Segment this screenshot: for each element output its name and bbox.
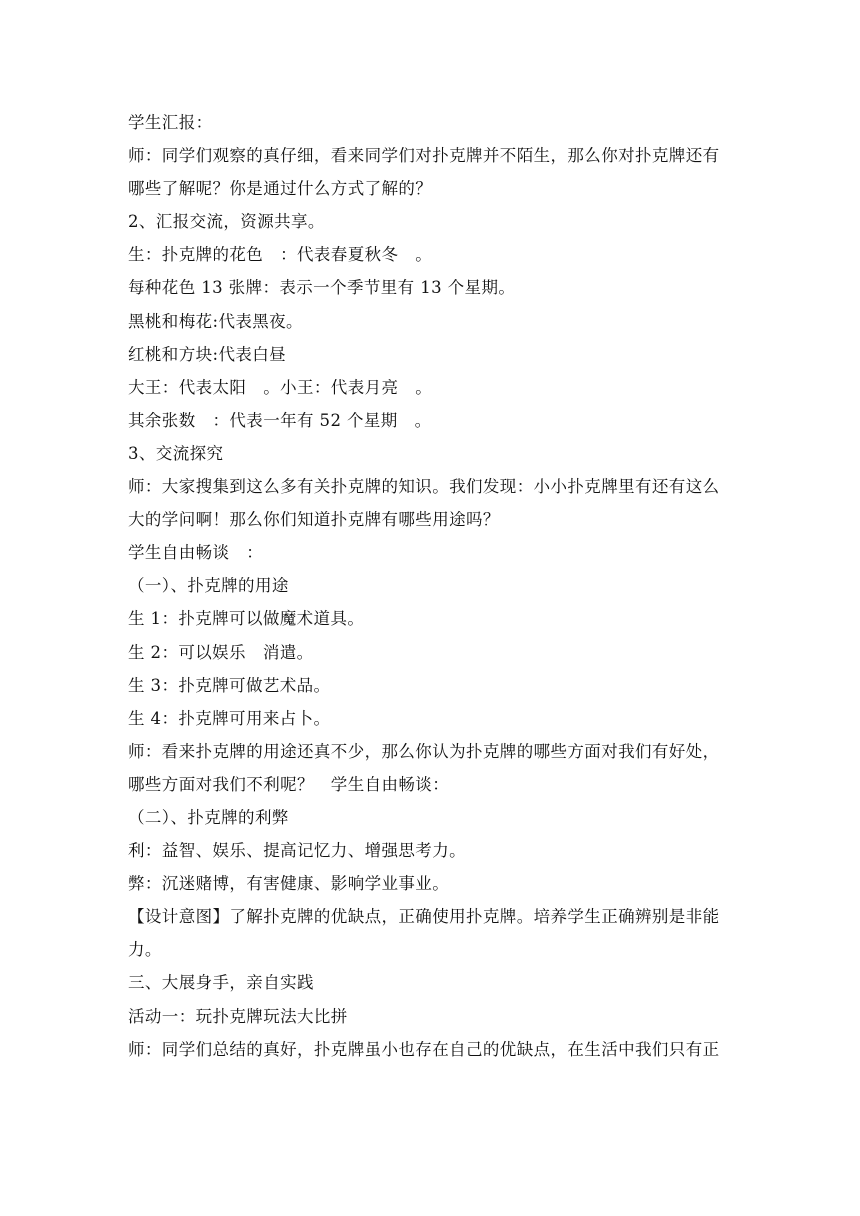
- paragraph-line: 师：大家搜集到这么多有关扑克牌的知识。我们发现：小小扑克牌里有还有这么: [128, 477, 720, 497]
- paragraph-line: 其余张数 ：代表一年有 52 个星期 。: [128, 410, 432, 430]
- paragraph-line: 生 3：扑克牌可做艺术品。: [128, 675, 331, 695]
- section-heading: 2、汇报交流，资源共享。: [128, 212, 325, 232]
- document-body: [128, 106, 734, 1066]
- paragraph-line: 大的学问啊！那么你们知道扑克牌有哪些用途吗？: [128, 510, 500, 530]
- paragraph-line: 师：同学们观察的真仔细，看来同学们对扑克牌并不陌生，那么你对扑克牌还有: [128, 146, 720, 166]
- paragraph-line: 大王：代表太阳 。小王：代表月亮 。: [128, 377, 433, 397]
- paragraph-line: 生 1：扑克牌可以做魔术道具。: [128, 609, 365, 629]
- design-intent-line: 力。: [128, 940, 162, 960]
- paragraph-line: 利：益智、娱乐、提高记忆力、增强思考力。: [128, 841, 466, 861]
- design-intent-line: 【设计意图】了解扑克牌的优缺点，正确使用扑克牌。培养学生正确辨别是非能: [128, 907, 720, 927]
- paragraph-line: 弊：沉迷赌博，有害健康、影响学业事业。: [128, 874, 450, 894]
- section-heading: 3、交流探究: [128, 443, 224, 463]
- activity-heading: 活动一：玩扑克牌玩法大比拼: [128, 1006, 348, 1026]
- paragraph-line: 每种花色 13 张牌：表示一个季节里有 13 个星期。: [128, 278, 516, 298]
- paragraph-line: 生 4：扑克牌可用来占卜。: [128, 708, 331, 728]
- subsection-heading: （二）、扑克牌的利弊: [128, 807, 289, 827]
- subsection-heading: （一）、扑克牌的用途: [128, 576, 289, 596]
- paragraph-line: 学生自由畅谈 ：: [128, 543, 264, 563]
- paragraph-line: 学生汇报：: [128, 113, 213, 132]
- paragraph-line: 哪些了解呢？你是通过什么方式了解的？: [128, 179, 433, 199]
- paragraph-line: 黑桃和梅花:代表黑夜。: [128, 311, 303, 331]
- paragraph-line: 师：同学们总结的真好，扑克牌虽小也存在自己的优缺点，在生活中我们只有正: [128, 1039, 720, 1059]
- section-heading: 三、大展身手，亲自实践: [128, 973, 314, 993]
- paragraph-line: 师：看来扑克牌的用途还真不少，那么你认为扑克牌的哪些方面对我们有好处，: [128, 741, 720, 761]
- paragraph-line: 哪些方面对我们不利呢？ 学生自由畅谈：: [128, 774, 450, 794]
- paragraph-line: 红桃和方块:代表白昼: [128, 344, 287, 364]
- paragraph-line: 生 2：可以娱乐 消遣。: [128, 642, 314, 662]
- paragraph-line: 生：扑克牌的花色 ：代表春夏秋冬 。: [128, 245, 433, 265]
